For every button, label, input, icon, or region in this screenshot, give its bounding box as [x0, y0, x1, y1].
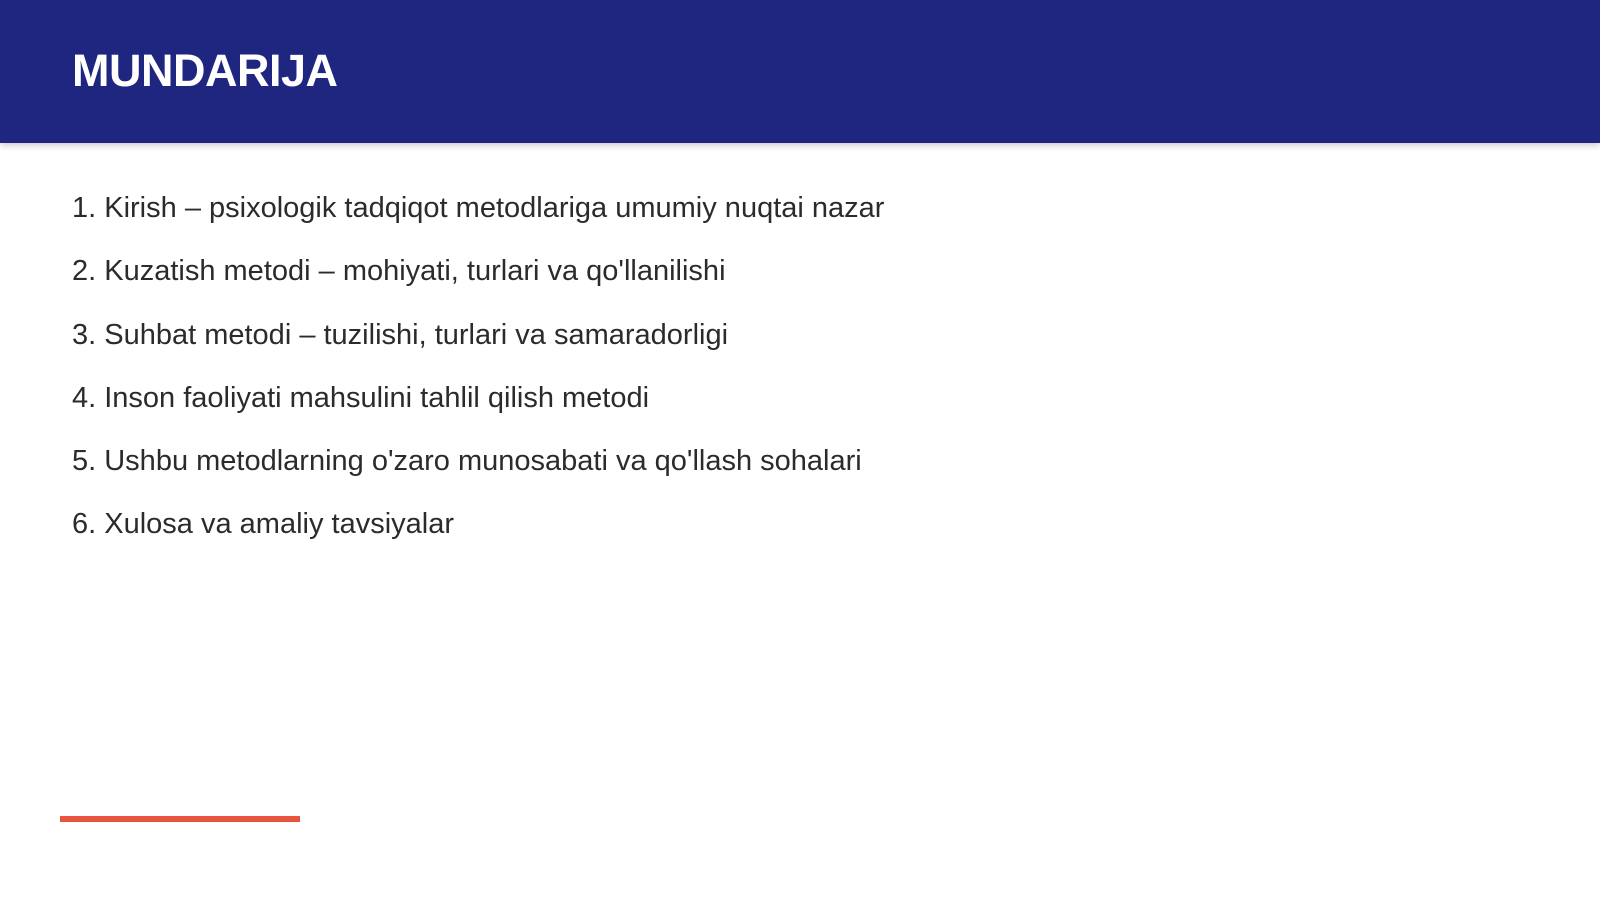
toc-item-5: 5. Ushbu metodlarning o'zaro munosabati va qo'llash sohalari	[72, 445, 862, 478]
toc-item-6: 6. Xulosa va amaliy tavsiyalar	[72, 508, 454, 541]
page-title: MUNDARIJA	[72, 45, 338, 96]
header-bar	[0, 0, 1600, 143]
accent-divider	[60, 816, 300, 822]
toc-item-1: 1. Kirish – psixologik tadqiqot metodlariga umumiy nuqtai nazar	[72, 192, 885, 224]
toc-item-4: 4. Inson faoliyati mahsulini tahlil qilish metodi	[72, 381, 650, 414]
toc-item-2: 2. Kuzatish metodi – mohiyati, turlari va qo'llanilishi	[72, 255, 726, 288]
table-of-contents	[72, 188, 884, 568]
toc-item-3: 3. Suhbat metodi – tuzilishi, turlari va samaradorligi	[72, 318, 729, 351]
